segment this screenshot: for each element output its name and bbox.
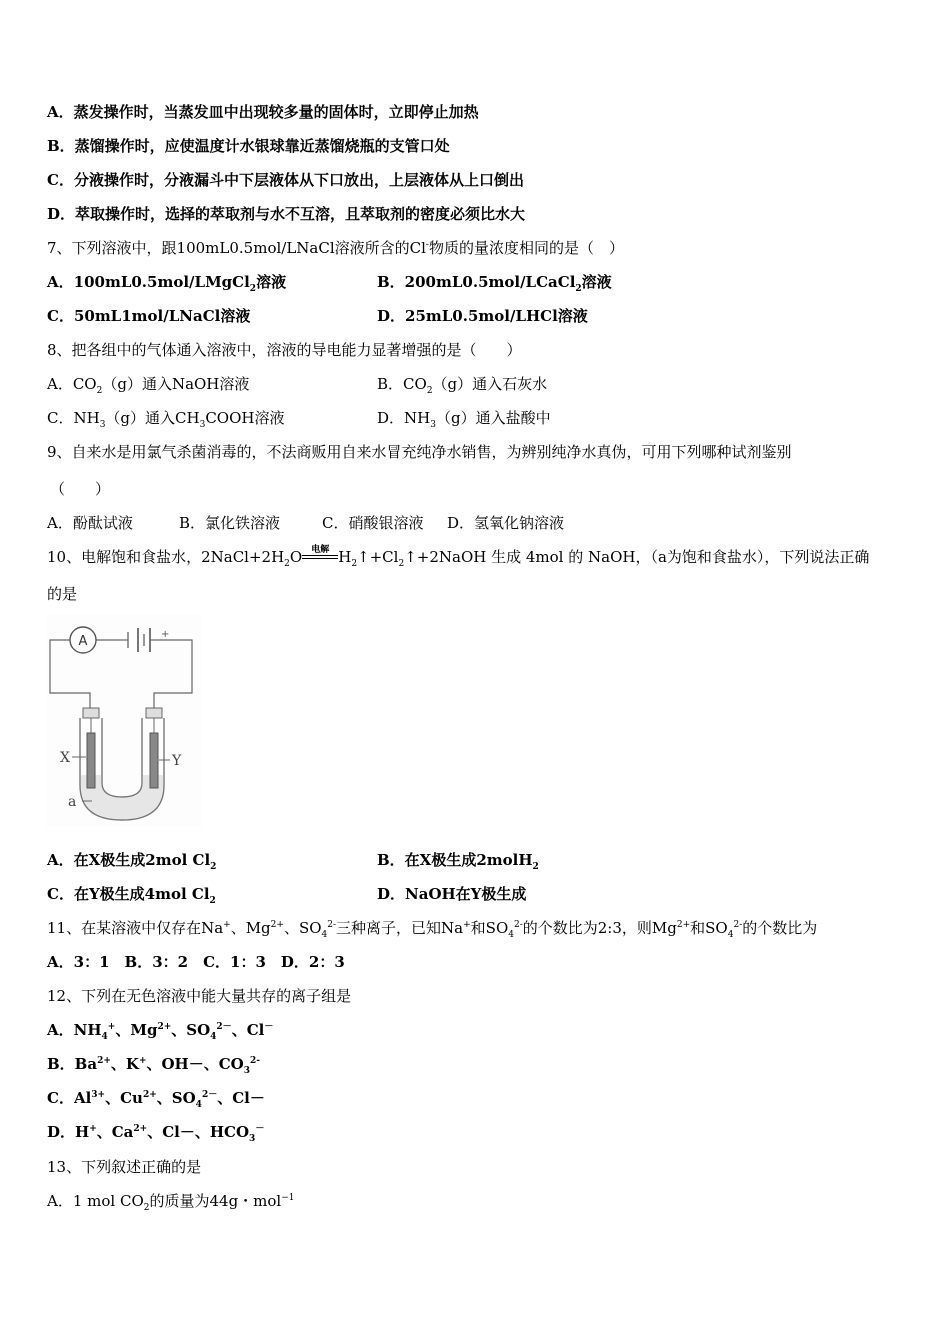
- q12-option-c: C．$Al^{3+}$、$Cu^{2+}$、$SO_4^{2-}$、Cl－: [47, 1089, 265, 1110]
- q6-option-b: B．蒸馏操作时，应使温度计水银球靠近蒸馏烧瓶的支管口处: [47, 137, 450, 155]
- electrolysis-diagram: [46, 615, 202, 827]
- q12-option-d: D．H+、$Ca^{2+}$、Cl－、$HCO_3^-$: [47, 1123, 265, 1144]
- electrode-y: [150, 733, 158, 788]
- q8-option-d: D．$NH_3(g)$通入盐酸中: [377, 409, 551, 430]
- left-stopper: [83, 708, 99, 718]
- q9-option-b: B．氯化铁溶液: [179, 514, 281, 532]
- q8-options-row1: [47, 374, 548, 396]
- q13-option-a: A．1 mol $CO_2$的质量为44g・mol$^{-1}$: [47, 1192, 295, 1213]
- q9-paren: （ ）: [50, 480, 111, 498]
- q9-option-a: A．酚酞试液: [47, 514, 133, 532]
- electrode-x: [87, 733, 95, 788]
- label-x: X: [60, 750, 70, 766]
- q10-stem: 10、电解饱和食盐水，$2NaCl+2H_2O$ 电解 $H_2↑+Cl_2↑+2NaOH$ 生成 4mol 的 NaOH，（a为饱和食盐水），下列说法正确: [47, 545, 870, 569]
- q13-stem: 13、下列叙述正确的是: [47, 1158, 202, 1176]
- battery-plus-label: +: [161, 629, 170, 640]
- q7-option-c: C．50mL1mol/LNaCl溶液: [47, 307, 251, 325]
- q7-options-row1: [47, 272, 612, 294]
- q7-option-d: D．25mL0.5mol/LHCl溶液: [377, 307, 588, 325]
- q9-stem: 9、自来水是用氯气杀菌消毒的，不法商贩用自来水冒充纯净水销售，为辨别纯净水真伪，可用下列哪种试剂鉴别: [47, 443, 792, 461]
- q12-option-b: B．$Ba^{2+}$、K+、OH－、$CO_3^{2-}$: [47, 1055, 260, 1076]
- ammeter-label: A: [78, 634, 88, 649]
- q7-option-b: B．200mL0.5mol/LCaCl$_2$溶液: [377, 273, 612, 294]
- q10-option-d: D．NaOH在Y极生成: [377, 885, 527, 903]
- label-a: a: [68, 794, 77, 810]
- q8-option-a: A．$CO_2(g)$通入NaOH溶液: [47, 375, 250, 396]
- q8-stem: 8、把各组中的气体通入溶液中，溶液的导电能力显著增强的是（ ）: [47, 341, 522, 359]
- q7-options-row2: [47, 306, 588, 326]
- q7-option-a: A．100mL0.5mol/LMgCl$_2$溶液: [47, 273, 287, 294]
- q12-option-a: A．$NH_4^+$、$Mg^{2+}$、$SO_4^{2-}$、Cl－: [47, 1021, 274, 1042]
- q10-stem-line2: 的是: [47, 585, 78, 603]
- q10-options-row1: [47, 850, 539, 872]
- q9-option-d: D．氢氧化钠溶液: [447, 514, 565, 532]
- label-y: Y: [172, 753, 182, 769]
- q6-option-c: C．分液操作时，分液漏斗中下层液体从下口放出，上层液体从上口倒出: [47, 171, 524, 189]
- q10-option-c: C．在Y极生成4mol $Cl_2$: [47, 885, 216, 906]
- q8-option-c: C．$NH_3(g)$通入$CH_3COOH$溶液: [47, 409, 285, 430]
- q10-option-a: A．在X极生成2mol $Cl_2$: [47, 851, 217, 872]
- right-stopper: [146, 708, 162, 718]
- q8-option-b: B．$CO_2(g)$通入石灰水: [377, 375, 548, 396]
- q12-stem: 12、下列在无色溶液中能大量共存的离子组是: [47, 987, 352, 1005]
- q11-options: A．3：1 B．3：2 C．1：3 D．2：3: [47, 953, 345, 971]
- q10-option-b: B．在X极生成2molH$_2$: [377, 851, 539, 872]
- q6-option-a: A．蒸发操作时，当蒸发皿中出现较多量的固体时，立即停止加热: [47, 103, 479, 121]
- q8-options-row2: [47, 408, 551, 430]
- q6-option-d: D．萃取操作时，选择的萃取剂与水不互溶，且萃取剂的密度必须比水大: [47, 205, 526, 223]
- q9-options: [47, 513, 565, 533]
- q9-option-c: C．硝酸银溶液: [322, 514, 424, 532]
- q7-stem: 7、下列溶液中，跟100mL0.5mol/LNaCl溶液所含的Cl-物质的量浓度相同的是（ ）: [47, 239, 624, 257]
- q11-stem: 11、在某溶液中仅存在Na+、$Mg^{2+}$、$SO_4^{2-}$三种离子，已知Na+和$SO_4^{2-}$的个数比为2:3，则$Mg^{2+}$和$SO_4^{2-}$的个数比为: [47, 919, 818, 940]
- electrolysis-condition: 电解: [302, 548, 338, 568]
- q10-options-row2: [47, 884, 527, 906]
